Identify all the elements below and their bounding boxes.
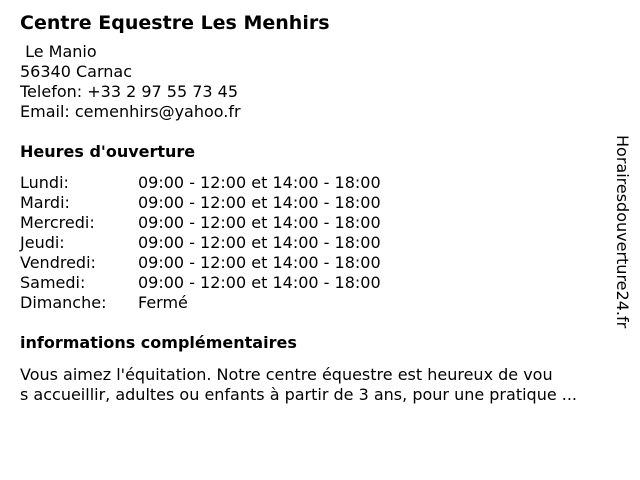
description-line: s accueillir, adultes ou enfants à partir de 3 ans, pour une pratique ...: [20, 385, 578, 404]
hours-row-thursday: [20, 233, 381, 253]
additional-info-title: informations complémentaires: [20, 333, 297, 352]
day-label: Mercredi:: [20, 213, 95, 232]
day-label: Samedi:: [20, 273, 86, 292]
time-value: 09:00 - 12:00 et 14:00 - 18:00: [138, 173, 381, 192]
time-value: Fermé: [138, 293, 188, 312]
day-label: Dimanche:: [20, 293, 107, 312]
postal-city: 56340 Carnac: [20, 62, 132, 81]
day-label: Mardi:: [20, 193, 70, 212]
hours-row-saturday: [20, 273, 381, 293]
time-value: 09:00 - 12:00 et 14:00 - 18:00: [138, 213, 381, 232]
time-value: 09:00 - 12:00 et 14:00 - 18:00: [138, 273, 381, 292]
opening-hours-title: Heures d'ouverture: [20, 142, 196, 161]
street-address: Le Manio: [20, 42, 97, 61]
hours-row-monday: [20, 173, 381, 193]
business-name: Centre Equestre Les Menhirs: [20, 12, 330, 34]
hours-row-wednesday: [20, 213, 381, 233]
day-label: Lundi:: [20, 173, 69, 192]
address-block: [20, 42, 610, 122]
day-label: Jeudi:: [20, 233, 65, 252]
business-card: [20, 10, 610, 405]
hours-row-sunday: [20, 293, 381, 313]
time-value: 09:00 - 12:00 et 14:00 - 18:00: [138, 253, 381, 272]
opening-hours-table: [20, 173, 381, 313]
description-line: Vous aimez l'équitation. Notre centre équestre est heureux de vou: [20, 365, 553, 384]
time-value: 09:00 - 12:00 et 14:00 - 18:00: [138, 233, 381, 252]
day-label: Vendredi:: [20, 253, 96, 272]
site-watermark: Horairesdouverture24.fr: [613, 135, 632, 329]
email-address[interactable]: Email: cemenhirs@yahoo.fr: [20, 102, 241, 121]
phone-number[interactable]: Telefon: +33 2 97 55 73 45: [20, 82, 239, 101]
time-value: 09:00 - 12:00 et 14:00 - 18:00: [138, 193, 381, 212]
hours-row-friday: [20, 253, 381, 273]
description: [20, 365, 610, 405]
hours-row-tuesday: [20, 193, 381, 213]
